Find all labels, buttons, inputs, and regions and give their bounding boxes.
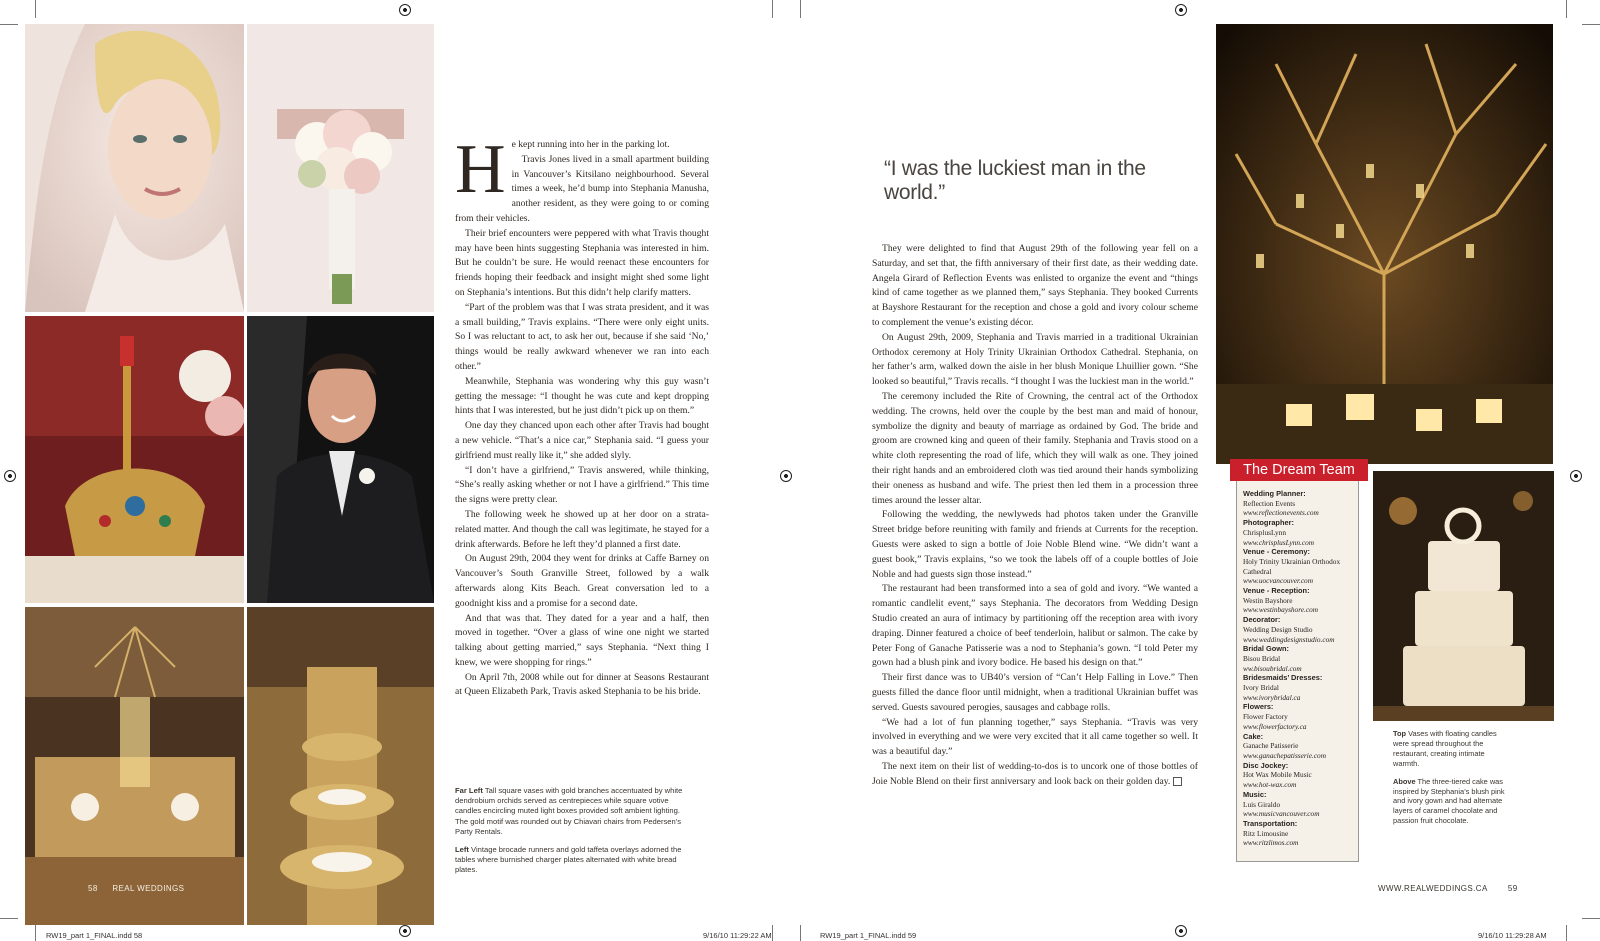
- crop-mark: [800, 925, 801, 941]
- article-paragraph: On April 7th, 2008 while out for dinner at Seasons Restaurant at Queen Elizabeth Park, Travis asked Stephania to be his bride.: [455, 671, 709, 698]
- right-slug: RW19_part 1_FINAL.indd 59: [820, 931, 917, 940]
- article-paragraph: One day they chanced upon each other after Travis had bought a new vehicle. “That’s a nice car,” Stephania said. “I guess your girlfriend must really like it,” she added slyly.: [455, 420, 709, 461]
- article-paragraph: On August 29th, 2004 they went for drinks at Caffe Barney on Vancouver’s South Granville Street, followed by a walk afterwards along Kits Beach. Great conversation led to a goodnight kiss and a promise for a second date.: [455, 553, 709, 609]
- left-slug-time: 9/16/10 11:29:22 AM: [703, 931, 772, 940]
- dream-team-role: Photographer:: [1243, 518, 1294, 528]
- dream-team-url[interactable]: ww.bisoubridal.com: [1243, 663, 1302, 673]
- caption-far-left: Far Left Tall square vases with gold branches accentuated by white dendrobium orchids served as centrepieces while square votive candles encircling muted light boxes provided soft ambient lighting. The gold motif was rounded out by Chiavari chairs from Pedersen’s Party Rentals.: [455, 786, 683, 836]
- registration-mark-icon: [780, 470, 792, 482]
- dream-team-item: [1243, 518, 1357, 547]
- left-body-column: [455, 131, 709, 700]
- dream-team-role: Cake:: [1243, 731, 1264, 741]
- right-captions: [1393, 729, 1508, 834]
- left-captions: [455, 786, 685, 884]
- article-paragraph: Following the wedding, the newlyweds had photos taken under the Granville Street bridge before reuniting with family and friends at Currents for the reception. Guests were asked to sign a bottle of Joie Noble Blend wine. “We didn’t want a guest book,” Travis explains, “so we took the labels off of a couple bottles of Joie Noble and had guests sign those instead.”: [872, 509, 1198, 580]
- crop-mark: [0, 918, 18, 919]
- table-setting-photo: [247, 607, 434, 925]
- dream-team-item: [1243, 644, 1357, 673]
- crop-mark: [1566, 925, 1567, 941]
- crop-mark: [772, 0, 773, 18]
- dream-team-url[interactable]: www.reflectionevents.com: [1243, 508, 1319, 518]
- article-paragraph: The next item on their list of wedding-to-dos is to uncork one of those bottles of Joie Noble Blend on their first anniversary and look back on their golden day.: [872, 760, 1198, 787]
- page-number: 58: [88, 884, 98, 893]
- dream-team-vendor: Flower Factory: [1243, 712, 1288, 722]
- registration-mark-icon: [1175, 4, 1187, 16]
- crop-mark: [35, 925, 36, 941]
- dream-team-url[interactable]: www.westinbayshore.com: [1243, 605, 1318, 615]
- bride-portrait-photo: [25, 24, 244, 312]
- dream-team-role: Music:: [1243, 789, 1267, 799]
- page-number: 59: [1507, 884, 1518, 893]
- dream-team-item: [1243, 702, 1357, 731]
- dream-team-vendor: Bisou Bridal: [1243, 653, 1281, 663]
- dream-team-url[interactable]: www.musicvancouver.com: [1243, 809, 1320, 819]
- dream-team-item: [1243, 547, 1357, 586]
- article-paragraph: Their brief encounters were peppered with what Travis thought may have been hints suggesting Stephania was interested in him. But he couldn’t be sure. He would reenact these encounters for friends hoping their feedback and insight might shed some light on Stephania’s intentions. But this didn’t help clarify matters.: [455, 227, 709, 298]
- dream-team-role: Venue - Ceremony:: [1243, 547, 1310, 557]
- dream-team-vendor: ChrisplusLynn: [1243, 527, 1286, 537]
- left-slug: RW19_part 1_FINAL.indd 58: [46, 931, 143, 940]
- right-slug-time: 9/16/10 11:29:28 AM: [1478, 931, 1547, 940]
- dream-team-vendor: Ganache Patisserie: [1243, 741, 1299, 751]
- dream-team-vendor: Holy Trinity Ukrainian Orthodox Cathedral: [1243, 556, 1341, 576]
- end-mark-icon: [1173, 777, 1182, 786]
- drop-cap: H: [455, 131, 506, 208]
- right-body-column: [872, 242, 1198, 789]
- crop-mark: [1566, 0, 1567, 18]
- dream-team-item: [1243, 761, 1357, 790]
- dream-team-url[interactable]: www.ganachepatisserie.com: [1243, 750, 1326, 760]
- left-page: [0, 0, 775, 941]
- caption-left: Left Vintage brocade runners and gold taffeta overlays adorned the tables where burnished charger plates alternated with white bread plates.: [455, 845, 682, 875]
- dream-team-url[interactable]: www.ivorybridal.ca: [1243, 692, 1301, 702]
- dream-team-role: Flowers:: [1243, 702, 1274, 712]
- article-paragraph: And that was that. They dated for a year and a half, then moved in together. “Over a glass of wine one night we started talking about getting married,” says Stephania. “Next thing I knew, we were shopping for rings.”: [455, 612, 709, 668]
- dream-team-vendor: Westin Bayshore: [1243, 595, 1293, 605]
- bridal-bouquet-photo: [247, 24, 434, 312]
- candle-centerpiece-photo: [1216, 24, 1553, 464]
- article-paragraph: “We had a lot of fun planning together,” says Stephania. “Travis was very involved in everything and we were very excited that it all came together so well. It was a beautiful day.”: [872, 716, 1198, 758]
- article-paragraph: e kept running into her in the parking lot.: [511, 139, 670, 150]
- dream-team-url[interactable]: www.hot-wax.com: [1243, 780, 1297, 790]
- dream-team-vendor: Reflection Events: [1243, 498, 1296, 508]
- dream-team-list: [1243, 489, 1357, 848]
- dream-team-vendor: Luis Giraldo: [1243, 799, 1281, 809]
- dream-team-url[interactable]: www.chrisplusLynn.com: [1243, 537, 1314, 547]
- dream-team-item: [1243, 615, 1357, 644]
- right-folio: [1378, 884, 1518, 893]
- registration-mark-icon: [4, 470, 16, 482]
- wedding-cake-photo: [1373, 471, 1554, 721]
- crop-mark: [1582, 24, 1600, 25]
- dream-team-item: [1243, 673, 1357, 702]
- dream-team-role: Disc Jockey:: [1243, 760, 1289, 770]
- crop-mark: [1582, 918, 1600, 919]
- registration-mark-icon: [1570, 470, 1582, 482]
- crop-mark: [0, 24, 18, 25]
- article-paragraph: “Part of the problem was that I was strata president, and it was a small building,” Travis explains. “There were only eight units. So I was reluctant to act, to ask her out, because if she said ‘No,’ things would be really awkward whenever we ran into each other.”: [455, 301, 709, 372]
- website-url: WWW.REALWEDDINGS.CA: [1378, 884, 1488, 893]
- article-paragraph: On August 29th, 2009, Stephania and Travis married in a traditional Ukrainian Orthodox ceremony at Holy Trinity Ukrainian Orthodox Cathedral. Stephania, on her father’s arm, walked down the aisle in her blush Monique Lhuillier gown. “She looked so beautiful,” Travis recalls. “I thought I was the luckiest man in the world.”: [872, 331, 1198, 388]
- dream-team-vendor: Wedding Design Studio: [1243, 624, 1313, 634]
- dream-team-role: Wedding Planner:: [1243, 489, 1306, 498]
- dream-team-title: The Dream Team: [1230, 459, 1368, 481]
- dream-team-url[interactable]: www.uocvancouver.com: [1243, 576, 1313, 586]
- dream-team-role: Bridesmaids’ Dresses:: [1243, 673, 1323, 683]
- registration-mark-icon: [1175, 925, 1187, 937]
- article-paragraph: Travis Jones lived in a small apartment building in Vancouver’s Kitsilano neighbourhood. Several times a week, he’d bump into Stephania Manusha, another resident, as they were going to or coming from their vehicles.: [455, 153, 709, 224]
- article-paragraph: They were delighted to find that August 29th of the following year fell on a Saturday, and set that, the fifth anniversary of their first date, as their wedding date. Angela Girard of Reflection Events was enlisted to organize the event and “things kind of came together as we planned them,” says Stephania. They booked Currents at Bayshore Restaurant for the reception and chose a gold and ivory colour scheme to complement the venue’s existing décor.: [872, 243, 1198, 328]
- dream-team-role: Venue - Reception:: [1243, 586, 1310, 596]
- dream-team-item: [1243, 732, 1357, 761]
- dream-team-vendor: Ritz Limousine: [1243, 828, 1289, 838]
- registration-mark-icon: [399, 925, 411, 937]
- caption-above: Above The three-tiered cake was inspired by Stephania’s blush pink and ivory gown and had alternate layers of caramel chocolate and passion fruit chocolate.: [1393, 776, 1505, 826]
- dream-team-url[interactable]: www.weddingdesignstudio.com: [1243, 634, 1335, 644]
- dream-team-role: Transportation:: [1243, 818, 1298, 828]
- dream-team-item: [1243, 489, 1357, 518]
- dream-team-vendor: Hot Wax Mobile Music: [1243, 770, 1312, 780]
- dream-team-item: [1243, 790, 1357, 819]
- article-paragraph: The following week he showed up at her door on a strata-related matter. And though the call was legitimate, he stayed for a drink afterwards. Before he left they’d planned a first date.: [455, 508, 709, 550]
- article-paragraph: The ceremony included the Rite of Crowning, the central act of the Orthodox wedding. The crowns, held over the couple by the best man and maid of honour, symbolize the dignity and beauty of marriage as ordained by God. The bride and groom are crowned king and queen of their family. Stephania and Travis stood on a white cloth representing the road of life, which they will walk as one. They joined their right hands and an embroidered cloth was tied around their hands symbolizing their oneness as husband and wife. The priest then led them in a procession three times around the lesser altar.: [872, 390, 1198, 506]
- registration-mark-icon: [399, 4, 411, 16]
- article-paragraph: Their first dance was to UB40’s version of “Can’t Help Falling in Love.” Then guests filled the dance floor until midnight, when a traditional Ukrainian buffet was served. Guests savoured perogies, sausages and cabbage rolls.: [872, 672, 1198, 713]
- dream-team-role: Decorator:: [1243, 615, 1281, 625]
- crop-mark: [35, 0, 36, 18]
- left-folio: [88, 884, 184, 893]
- article-paragraph: Meanwhile, Stephania was wondering why this guy wasn’t getting the message: “I thought he was cute and kept dropping hints that I was interested, but he just didn’t pick up on them.”: [455, 375, 709, 417]
- caption-top: Top Vases with floating candles were spread throughout the restaurant, creating intimate warmth.: [1393, 729, 1497, 768]
- dream-team-url[interactable]: www.flowerfactory.ca: [1243, 721, 1307, 731]
- pull-quote: “I was the luckiest man in the world.”: [884, 157, 1146, 204]
- dream-team-url[interactable]: www.ritzlimos.com: [1243, 838, 1299, 848]
- dream-team-role: Bridal Gown:: [1243, 644, 1289, 654]
- dream-team-item: [1243, 819, 1357, 848]
- article-paragraph: The restaurant had been transformed into a sea of gold and ivory. “We wanted a romantic candlelit event,” says Stephania. The decorators from Wedding Design Studio created an aura of intimacy by partitioning off the reception area with ivory draping. Dinner featured a choice of beef tenderloin, halibut or salmon. The cake by Peter Fong of Ganache Patisserie was a nod to Stephania’s gown. “I told Peter my gown had a blush pink and ivory bodice. He based his design on that.”: [872, 583, 1198, 669]
- crop-mark: [772, 925, 773, 941]
- groom-portrait-photo: [247, 316, 434, 603]
- dream-team-item: [1243, 586, 1357, 615]
- crop-mark: [800, 0, 801, 18]
- reception-tables-photo: [25, 607, 244, 925]
- dream-team-vendor: Ivory Bridal: [1243, 683, 1279, 693]
- magazine-title: REAL WEDDINGS: [112, 884, 185, 893]
- article-paragraph: “I don’t have a girlfriend,” Travis answered, while thinking, “She’s really asking whether or not I have a girlfriend.” This time the signs were pretty clear.: [455, 464, 709, 506]
- wedding-crowns-photo: [25, 316, 244, 603]
